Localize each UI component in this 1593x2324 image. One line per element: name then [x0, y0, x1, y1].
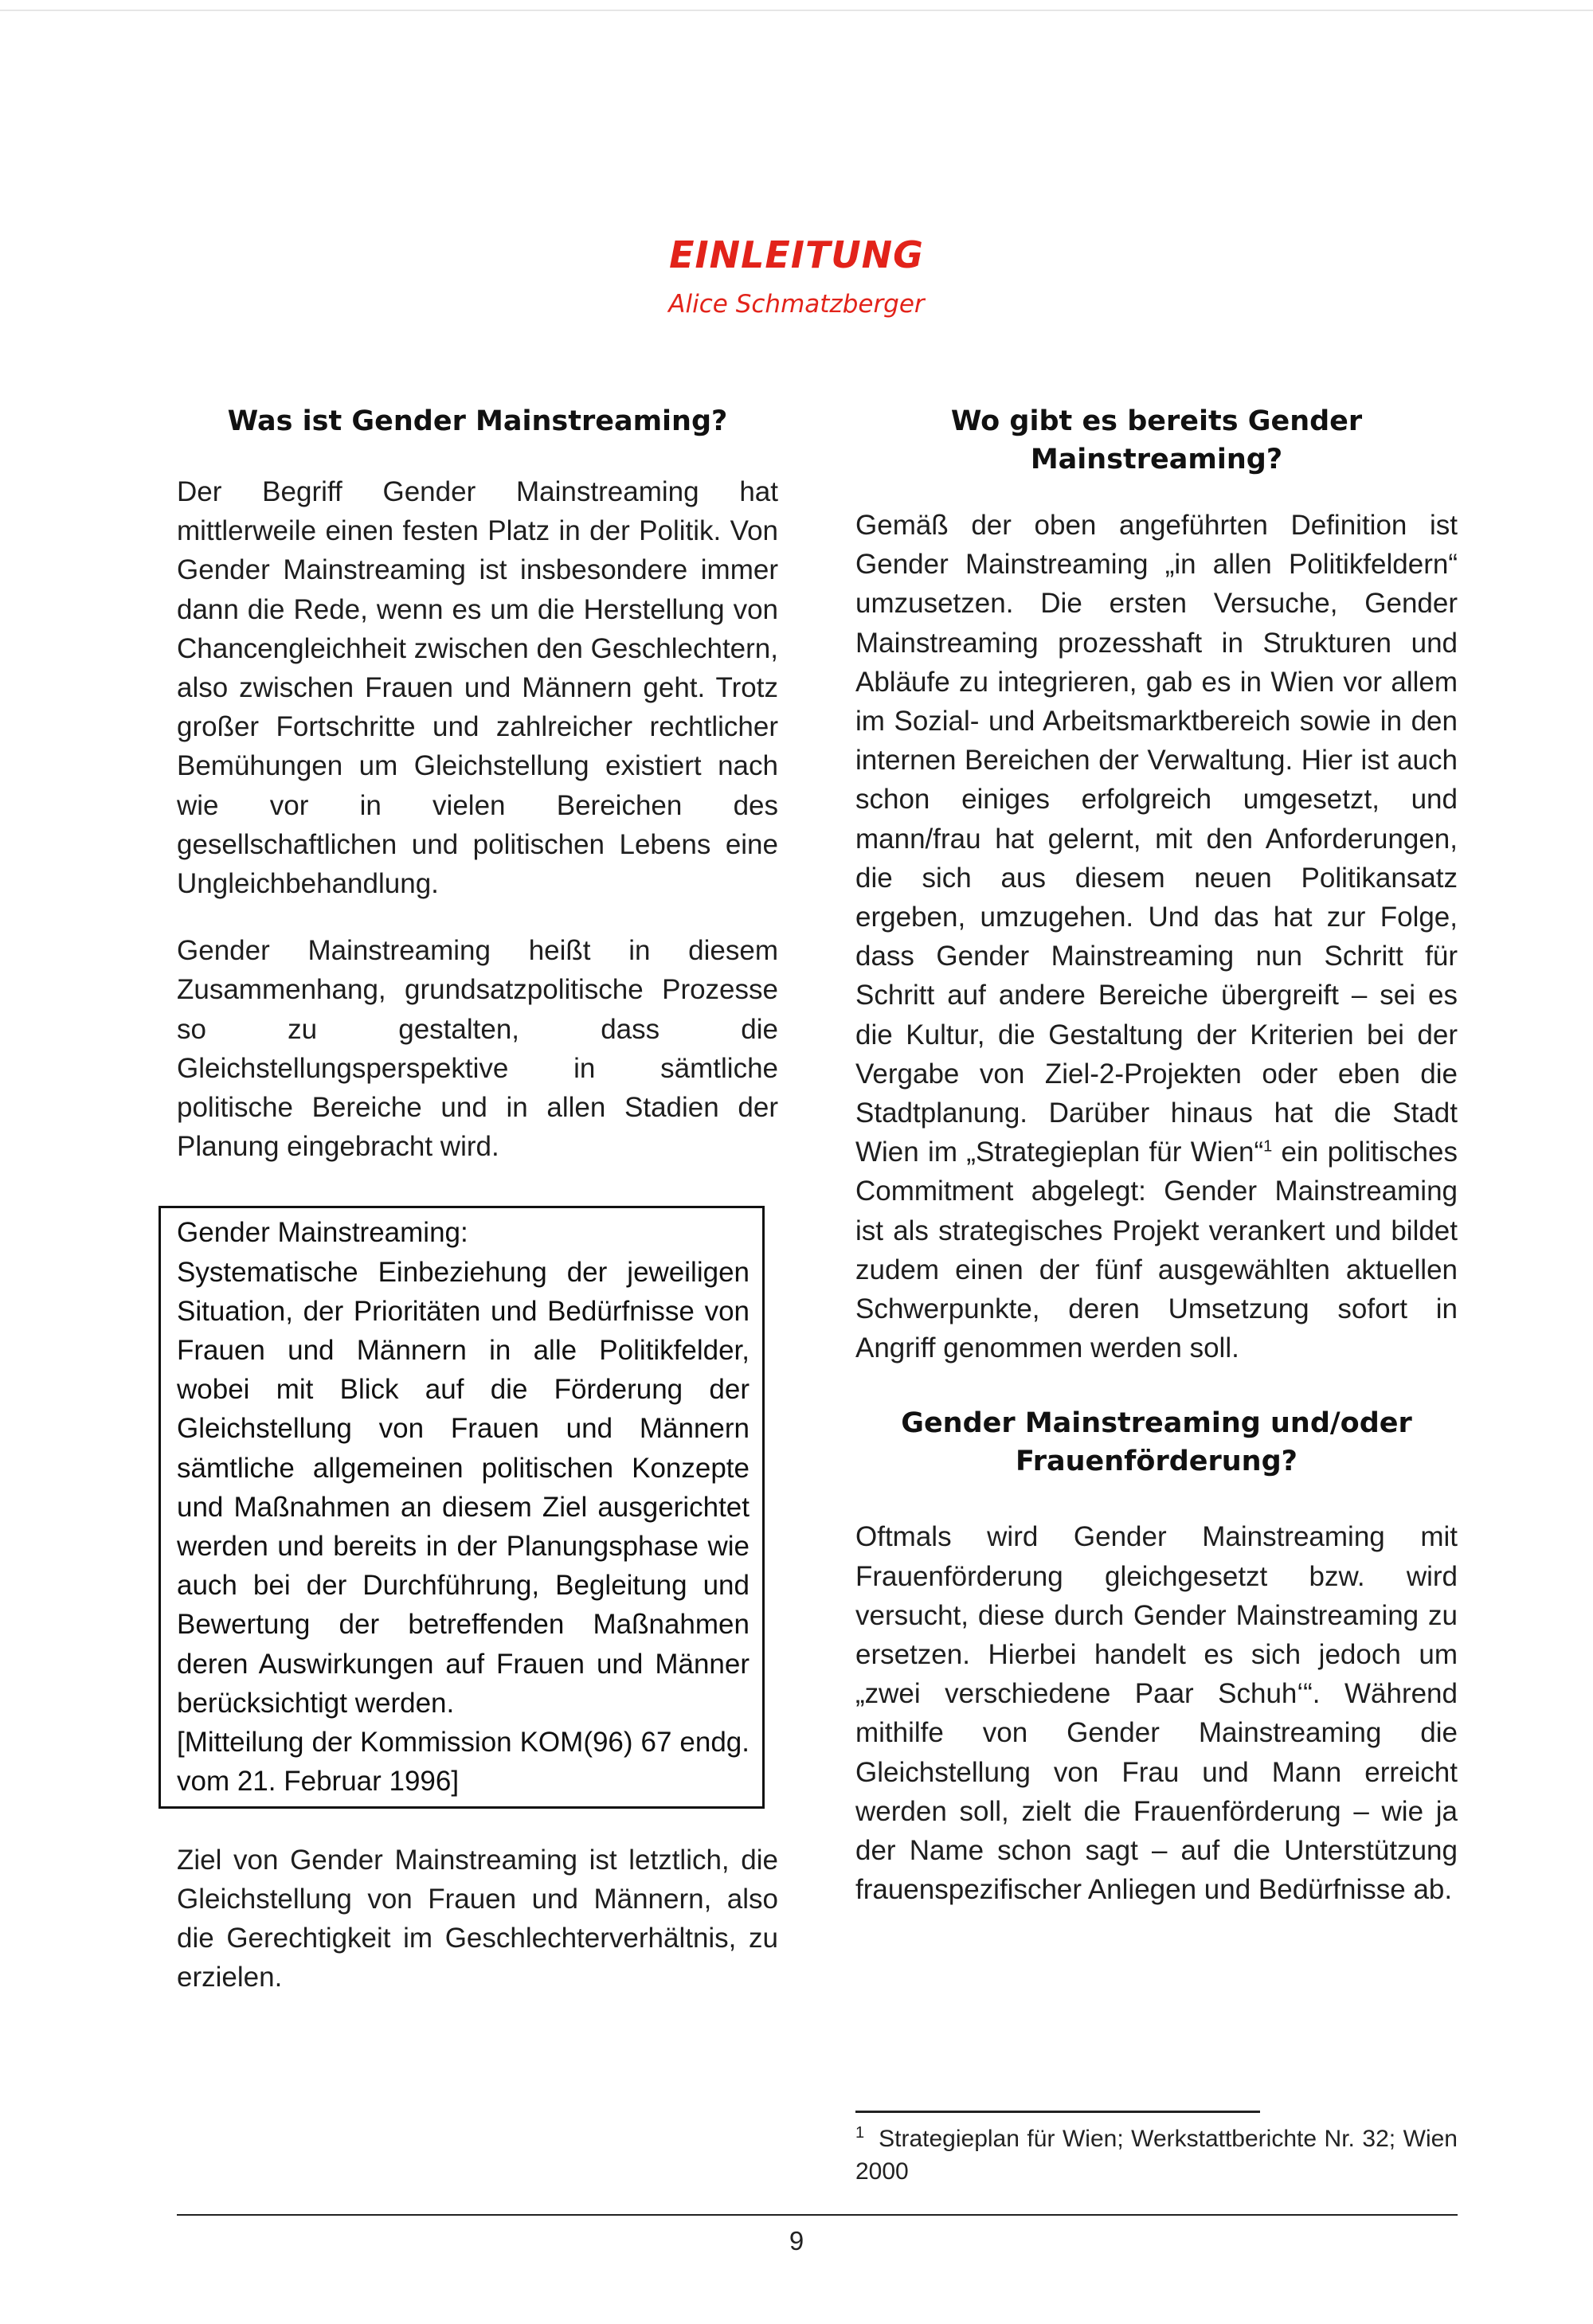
section-heading-gm-or-women: Gender Mainstreaming und/oder Frauenförderung?	[901, 1407, 1412, 1478]
footnote-number: 1	[855, 2124, 865, 2142]
author-name: Alice Schmatzberger	[668, 290, 925, 319]
definition-box	[159, 1206, 765, 1808]
paragraph-text: ein politisches Commitment abgelegt: Gender Mainstreaming ist als strategisches Projekt verankert und bildet zudem einen der fünf ausgewählten aktuellen Schwerpunkte, deren Umsetzung sofort in Angriff genommen werden soll.	[855, 1137, 1458, 1364]
paragraph-text: Gemäß der oben angeführten Definition ist Gender Mainstreaming „in allen Politikfeldern“ umzusetzen. Die ersten Versuche, Gender Mainstreaming prozesshaft in Strukturen und Abläufe zu integrieren, gab es in Wien vor allem im Sozial- und Arbeitsmarktbereich sowie in den internen Bereichen der Verwaltung. Hier ist auch schon einiges erfolgreich umgesetzt, und mann/frau hat gelernt, mit den Anforderungen, die sich aus diesem neuen Politikansatz ergeben, umzugehen. Und das hat zur Folge, dass Gender Mainstreaming nun Schritt für Schritt auf andere Bereiche übergreift – sei es die Kultur, die Gestaltung der Kriterien bei der Vergabe von Ziel-2-Projekten oder eben die Stadtplanung. Darüber hinaus hat die Stadt Wien im „Strategieplan für Wien“	[855, 510, 1458, 1168]
left-column	[177, 402, 778, 1997]
paragraph	[855, 506, 1458, 1367]
page-title: EINLEITUNG	[669, 233, 924, 276]
definition-label: Gender Mainstreaming:	[177, 1217, 468, 1249]
footnote	[855, 2123, 1458, 2188]
paragraph: Der Begriff Gender Mainstreaming hat mittlerweile einen festen Platz in der Politik. Von Gender Mainstreaming ist insbesondere immer dann die Rede, wenn es um die Herstellung von Chancengleichheit zwischen den Geschlechtern, also zwischen Frauen und Männern geht. Trotz großer Fortschritte und zahlreicher rechtlicher Bemühungen um Gleichstellung existiert nach wie vor in vielen Bereichen des gesellschaftlichen und politischen Lebens eine Ungleichbehandlung.	[177, 476, 778, 900]
page-header	[0, 231, 1593, 320]
page-number: 9	[789, 2226, 804, 2256]
page-top-line	[0, 10, 1593, 11]
bottom-divider	[177, 2214, 1458, 2216]
section-heading-what-is-gm: Was ist Gender Mainstreaming?	[227, 405, 728, 437]
right-column	[855, 402, 1458, 1910]
paragraph: Oftmals wird Gender Mainstreaming mit Frauenförderung gleichgesetzt bzw. wird versucht, diese durch Gender Mainstreaming zu ersetzen. Hierbei handelt es sich jedoch um „zwei verschiedene Paar Schuh‘“. Während mithilfe von Gender Mainstreaming die Gleichstellung von Frau und Mann erreicht werden soll, zielt die Frauenförderung – wie ja der Name schon sagt – auf die Unterstützung frauenspezifischer Anliegen und Bedürfnisse ab.	[855, 1521, 1458, 1906]
definition-source: [Mitteilung der Kommission KOM(96) 67 endg. vom 21. Februar 1996]	[177, 1727, 750, 1798]
definition-text: Systematische Einbeziehung der jeweiligen Situation, der Prioritäten und Bedürfnisse von Frauen und Männern in alle Politikfelder, wobei mit Blick auf die Förderung der Gleichstellung von Frauen und Männern sämtliche allgemeinen politischen Konzepte und Maßnahmen an diesem Ziel ausgerichtet werden und bereits in der Planungsphase wie auch bei der Durchführung, Begleitung und Bewertung der betreffenden Maßnahmen deren Auswirkungen auf Frauen und Männer berücksichtigt werden.	[177, 1256, 750, 1719]
paragraph: Gender Mainstreaming heißt in diesem Zusammenhang, grundsatzpolitische Prozesse so zu gestalten, dass die Gleichstellungsperspektive in sämtliche politische Bereiche und in allen Stadien der Planung eingebracht wird.	[177, 935, 778, 1163]
footnote-reference[interactable]: 1	[1263, 1137, 1273, 1156]
footnote-text: Strategieplan für Wien; Werkstattberichte Nr. 32; Wien 2000	[855, 2126, 1458, 2185]
paragraph: Ziel von Gender Mainstreaming ist letztlich, die Gleichstellung von Frauen und Männern, also die Gerechtigkeit im Geschlechterverhältnis, zu erzielen.	[177, 1844, 778, 1993]
footnote-divider	[855, 2111, 1260, 2113]
section-heading-where-gm: Wo gibt es bereits Gender Mainstreaming?	[950, 405, 1363, 475]
